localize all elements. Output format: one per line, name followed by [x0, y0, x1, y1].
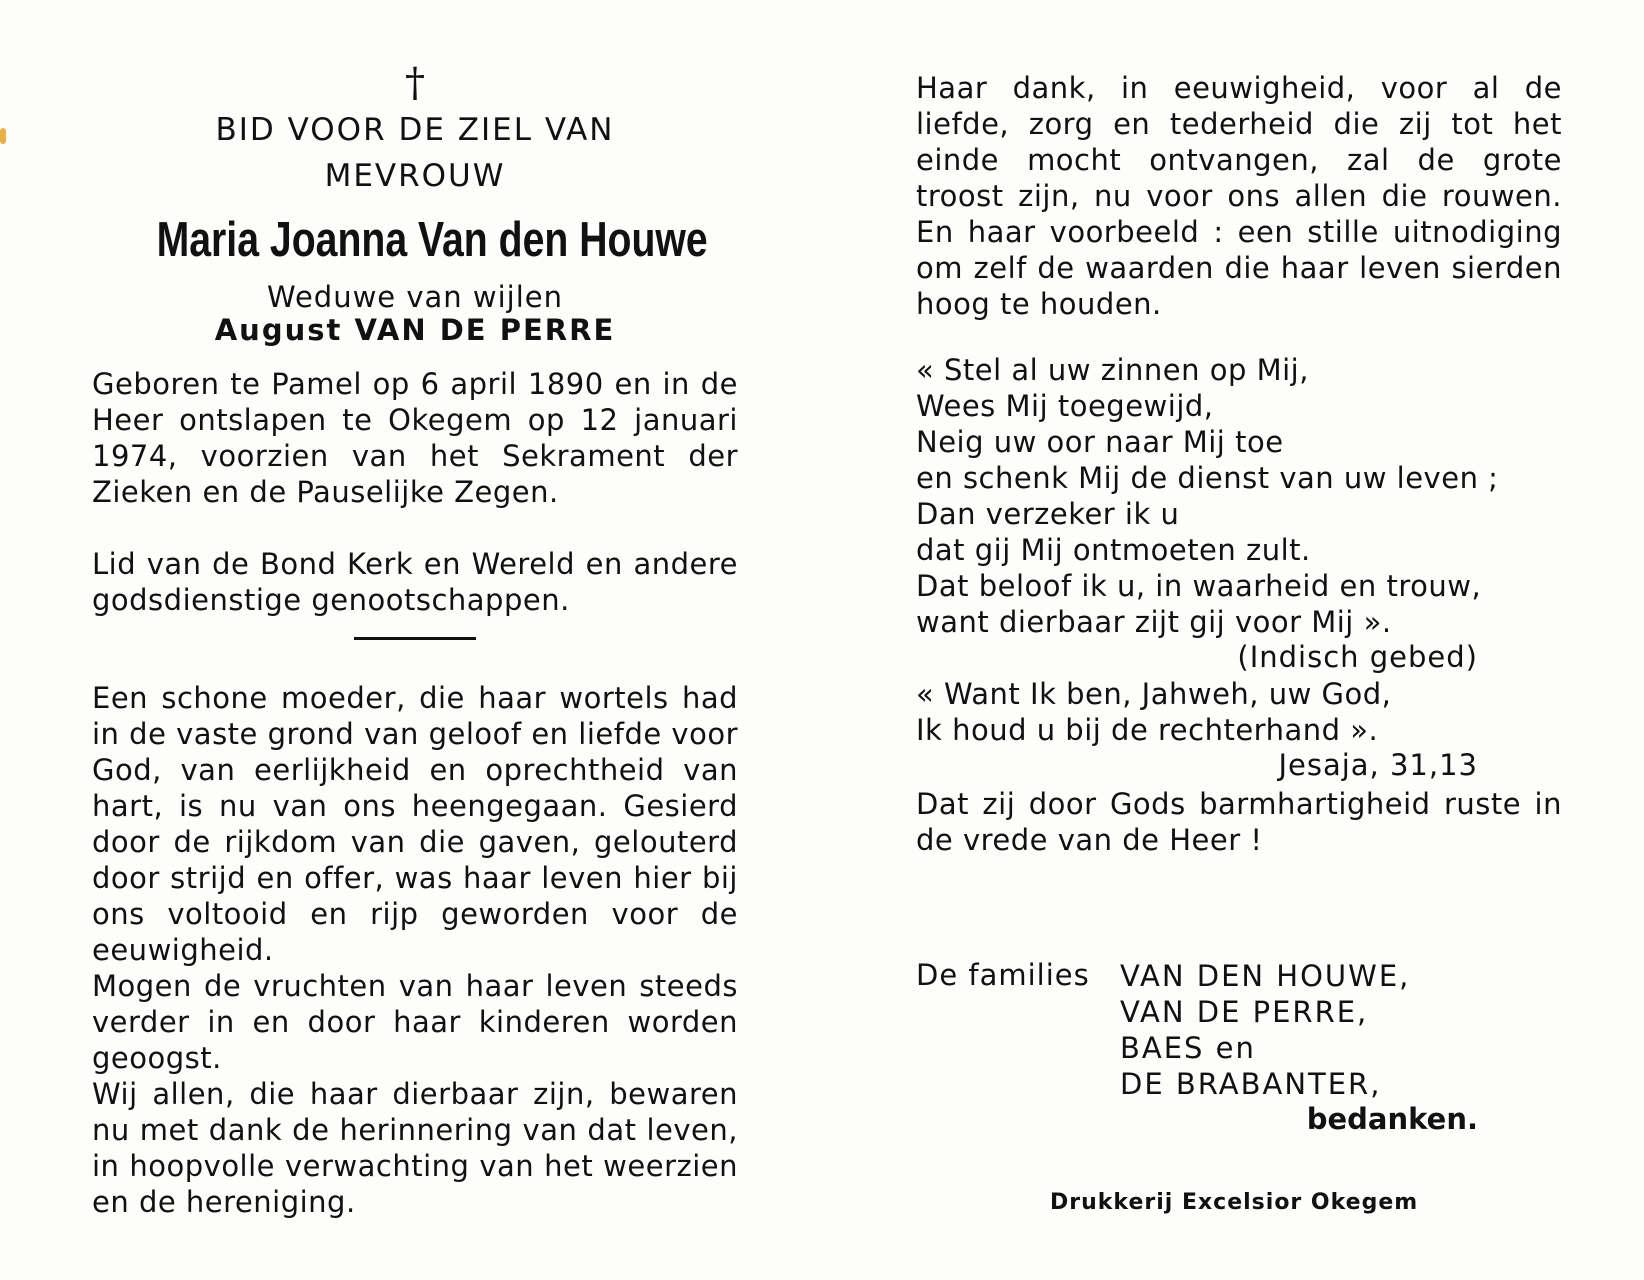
family-name: VAN DEN HOUWE,: [1120, 959, 1411, 993]
mother-paragraph: Een schone moeder, die haar wortels had in de vaste grond van geloof en liefde voor God, van eerlijkheid en oprechtheid van hart, is nu van ons heengegaan. Gesierd door de rijkdom van die gaven, gelouterd door strijd en offer, was haar leven hier bij ons voltooid en rijp geworden voor de eeuwigheid.: [92, 681, 738, 967]
edge-mark: [0, 128, 6, 144]
divider: [354, 637, 476, 640]
poem-source: (Indisch gebed): [1237, 640, 1478, 674]
membership-paragraph: Lid van de Bond Kerk en Wereld en andere godsdienstige genootschappen.: [92, 547, 738, 617]
poem-line: Neig uw oor naar Mij toe: [916, 425, 1284, 459]
prayer-poem: [916, 352, 1562, 640]
widow-of: Weduwe van wijlen: [266, 280, 564, 314]
poem-line: Wees Mij toegewijd,: [916, 389, 1214, 423]
poem-line: want dierbaar zijt gij voor Mij ».: [916, 605, 1392, 639]
intro-line-1: BID VOOR DE ZIEL VAN: [215, 112, 615, 148]
quote-line: Ik houd u bij de rechterhand ».: [916, 713, 1379, 747]
scripture-source: Jesaja, 31,13: [1278, 748, 1478, 782]
family-name: DE BRABANTER,: [1120, 1067, 1382, 1101]
quote-line: « Want Ik ben, Jahweh, uw God,: [916, 677, 1392, 711]
poem-line: Dan verzeker ik u: [916, 497, 1180, 531]
thanks-paragraph: Haar dank, in eeuwigheid, voor al de liefde, zorg en tederheid die zij tot het einde mocht ontvangen, zal de grote troost zijn, nu voor ons allen die rouwen. En haar voorbeeld : een stille uitnodiging om zelf de waarden die haar leven sierden hoog te houden.: [916, 71, 1562, 321]
rest-paragraph: Dat zij door Gods barmhartigheid ruste in de vrede van de Heer !: [916, 787, 1562, 857]
intro-line-2: MEVROUW: [324, 158, 506, 194]
family-name: BAES en: [1120, 1031, 1256, 1065]
poem-line: « Stel al uw zinnen op Mij,: [916, 353, 1309, 387]
scripture-quote: [916, 676, 1562, 748]
families-list: [1120, 958, 1410, 1102]
families-label: De families: [916, 958, 1090, 992]
deceased-name: Maria Joanna Van den Houwe: [156, 213, 708, 267]
poem-line: dat gij Mij ontmoeten zult.: [916, 533, 1311, 567]
birth-death-paragraph: Geboren te Pamel op 6 april 1890 en in de Heer ontslapen te Okegem op 12 januari 1974, voorzien van het Sekrament der Zieken en de Pauselijke Zegen.: [92, 367, 738, 509]
family-name: VAN DE PERRE,: [1120, 995, 1369, 1029]
poem-line: Dat beloof ik u, in waarheid en trouw,: [916, 569, 1482, 603]
fruits-paragraph: Mogen de vruchten van haar leven steeds verder in en door haar kinderen worden geoogst.: [92, 969, 738, 1075]
thanks-word: bedanken.: [1306, 1102, 1478, 1136]
husband-name: August VAN DE PERRE: [214, 313, 616, 347]
poem-line: en schenk Mij de dienst van uw leven ;: [916, 461, 1499, 495]
remembrance-paragraph: Wij allen, die haar dierbaar zijn, bewaren nu met dank de herinnering van dat leven, in hoopvolle verwachting van het weerzien en de hereniging.: [92, 1077, 738, 1219]
cross-icon: †: [405, 60, 425, 106]
printer-credit: Drukkerij Excelsior Okegem: [1050, 1190, 1419, 1215]
